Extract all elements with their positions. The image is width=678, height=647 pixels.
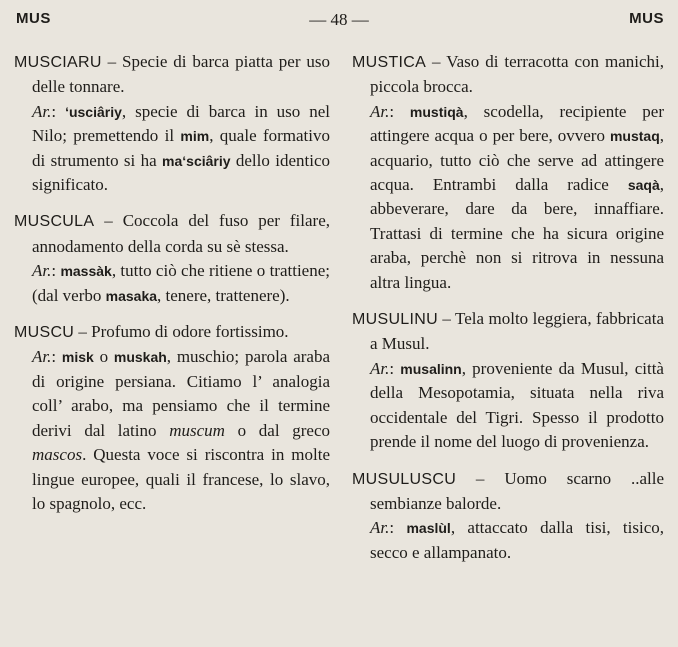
entry-musciaru <box>14 50 330 197</box>
etymology-text: : <box>51 347 62 367</box>
definition-text: – Coccola del fuso per filare, annodamento della corda su sè stessa. <box>32 211 330 256</box>
arabic-term: ‘usciâriy <box>65 103 122 120</box>
arabic-label: Ar. <box>370 518 390 538</box>
entry-musuluscu <box>352 467 664 566</box>
arabic-label: Ar. <box>32 261 52 281</box>
etymology-text: : <box>51 101 66 121</box>
entry-definition <box>352 50 664 100</box>
headword: MUSULUSCU <box>352 470 457 488</box>
running-head <box>14 10 664 34</box>
page-number: — 48 — <box>309 10 369 29</box>
etymology <box>352 357 664 455</box>
entry-definition <box>14 50 330 100</box>
entry-muscula <box>14 209 330 308</box>
arabic-term: mustiqà <box>409 103 464 120</box>
arabic-label: Ar. <box>370 101 390 121</box>
etymology-text: : <box>389 358 401 378</box>
headword: MUSCU <box>14 324 75 342</box>
entry-muscu <box>14 320 330 516</box>
etymology-text: , abbeverare, dare da bere, innaffiare. Trattasi di termine che ha sicura origine araba, perchè non si ritrova in nessuna altra lingua. <box>370 175 664 292</box>
etymology-text: , muschio; parola araba di origine persiana. Citiamo l’ analogia coll’ arabo, ma pensiamo che il termine derivi dal latino <box>32 347 330 440</box>
etymology-text: dello identico significato. <box>32 150 330 195</box>
arabic-term: ma‘sciâriy <box>162 152 231 169</box>
definition-text: – Profumo di odore fortissimo. <box>74 322 289 342</box>
arabic-label: Ar. <box>370 358 390 378</box>
arabic-label: Ar. <box>32 347 52 367</box>
entry-definition <box>14 320 330 345</box>
etymology <box>352 516 664 565</box>
arabic-label: Ar. <box>32 101 52 121</box>
running-head-right: MUS <box>629 10 664 27</box>
etymology-text: , tenere, trattenere). <box>157 285 290 305</box>
running-head-left: MUS <box>16 10 51 27</box>
etymology <box>14 345 330 516</box>
arabic-term: musalinn <box>400 360 462 377</box>
definition-text: – Uomo scarno ..alle sembianze balorde. <box>370 468 664 513</box>
etymology-text: . Questa voce si riscontra in molte lingue europee, quali il francese, lo slavo, lo spagnolo, ecc. <box>32 445 330 513</box>
right-column <box>352 50 664 577</box>
definition-text: – Specie di barca piatta per uso delle tonnare. <box>32 52 330 97</box>
etymology-text: , acquario, tutto ciò che serve ad attingere acqua. Entrambi dalla radice <box>370 126 664 195</box>
greek-term: mascos <box>32 445 83 465</box>
etymology-text: , scodella, recipiente per attingere acqua o per bere, ovvero <box>370 101 664 146</box>
arabic-term: massàk <box>60 263 112 280</box>
arabic-term: muskah <box>113 349 167 366</box>
definition-text: – Vaso di terracotta con manichi, piccola brocca. <box>370 52 664 97</box>
headword: MUSULINU <box>352 311 438 329</box>
etymology-text: o dal greco <box>224 420 330 440</box>
etymology <box>14 259 330 308</box>
definition-text: – Tela molto leggiera, fabbricata a Musul. <box>370 309 664 354</box>
etymology-text: , attaccato dalla tisi, tisico, secco e allampanato. <box>370 518 664 562</box>
etymology-text: , quale formativo di strumento si ha <box>32 126 330 170</box>
entry-definition <box>14 209 330 259</box>
headword: MUSCULA <box>14 213 95 231</box>
etymology-text: , proveniente da Musul, città della Mesopotamia, situata nella riva occidentale del Tigri. Spesso il prodotto prende il nome del luogo di provenienza. <box>370 358 664 452</box>
entry-definition <box>352 307 664 357</box>
left-column <box>14 50 330 528</box>
arabic-term: saqà <box>627 177 660 194</box>
entry-mustica <box>352 50 664 295</box>
arabic-term: masaka <box>105 287 158 304</box>
etymology <box>14 100 330 198</box>
arabic-term: maslùl <box>406 520 451 537</box>
entry-definition <box>352 467 664 517</box>
etymology <box>352 100 664 295</box>
etymology-text: : <box>51 261 61 281</box>
arabic-term: mustaq <box>609 128 660 145</box>
latin-term: muscum <box>169 420 225 440</box>
arabic-term: mim <box>180 128 210 145</box>
etymology-text: , tutto ciò che ritiene o trattiene; (dal verbo <box>32 261 330 305</box>
etymology-text: o <box>93 347 114 367</box>
entry-musulinu <box>352 307 664 454</box>
etymology-text: , specie di barca in uso nel Nilo; premettendo il <box>32 101 330 146</box>
etymology-text: : <box>389 101 410 121</box>
arabic-term: misk <box>61 349 94 366</box>
headword: MUSCIARU <box>14 54 102 71</box>
headword: MUSTICA <box>352 54 427 71</box>
etymology-text: : <box>389 518 407 538</box>
